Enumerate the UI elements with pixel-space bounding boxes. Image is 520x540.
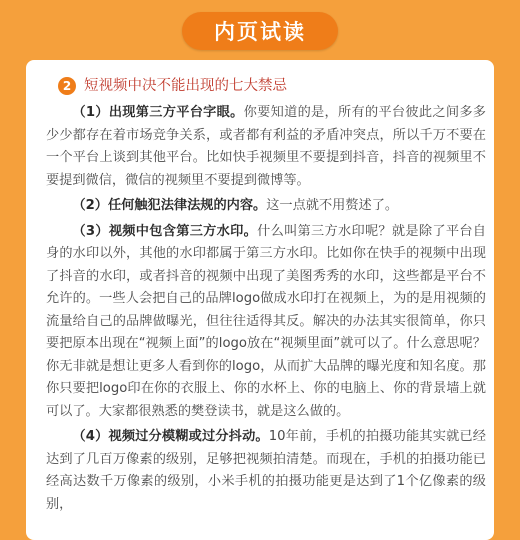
- paragraph-lead: （2）任何触犯法律法规的内容。: [72, 198, 267, 213]
- page-content: [46, 74, 486, 519]
- paragraph-1: [46, 102, 486, 192]
- section-title: 短视频中决不能出现的七大禁忌: [84, 77, 287, 94]
- preview-banner: [182, 12, 338, 50]
- paragraph-lead: （3）视频中包含第三方水印。: [72, 223, 258, 239]
- paragraph-body: 这一点就不用赘述了。: [266, 198, 399, 213]
- paragraph-2: [46, 195, 486, 218]
- paragraph-body: 10年前，手机的拍摄功能其实就已经达到了几百万像素的级别，足够把视频拍清楚。而现在，手机的拍摄功能已经高达数千万像素的级别，小米手机的拍摄功能更是达到了1个亿像素的级别，: [46, 429, 486, 512]
- paragraph-lead: （1）出现第三方平台字眼。: [72, 105, 244, 120]
- paragraph-body: 你要知道的是，所有的平台彼此之间多多少少都存在着市场竞争关系，或者都有利益的矛盾冲突点，所以千万不要在一个平台上谈到其他平台。比如快手视频里不要提到抖音，抖音的视频里不要提到微信，微信的视频里不要提到微博等。: [46, 105, 486, 188]
- paragraph-body: 什么叫第三方水印呢？就是除了平台自身的水印以外，其他的水印都属于第三方水印。比如你在快手的视频中出现了抖音的水印，或者抖音的视频中出现了美图秀秀的水印，这些都是平台不允许的。一些人会把自己的品牌logo做成水印打在视频上，为的是用视频的流量给自己的品牌做曝光，但往往适得其反。解决的办法其实很简单，你只要把原本出现在“视频上面”的logo放在“视频里面”就可以了。什么意思呢？你无非就是想让更多人看到你的logo，从而扩大品牌的曝光度和知名度。那你只要把logo印在你的衣服上、你的水杯上、你的电脑上、你的背景墙上就可以了。大家都很熟悉的樊登读书，就是这么做的。: [46, 223, 486, 419]
- paragraph-lead: （4）视频过分模糊或过分抖动。: [72, 429, 269, 444]
- paragraph-3: [46, 221, 486, 424]
- section-number-badge: 2: [58, 77, 76, 95]
- banner-title: 内页试读: [214, 20, 306, 44]
- page-card: [26, 60, 494, 540]
- paragraph-4: [46, 426, 486, 516]
- section-heading: [46, 74, 486, 98]
